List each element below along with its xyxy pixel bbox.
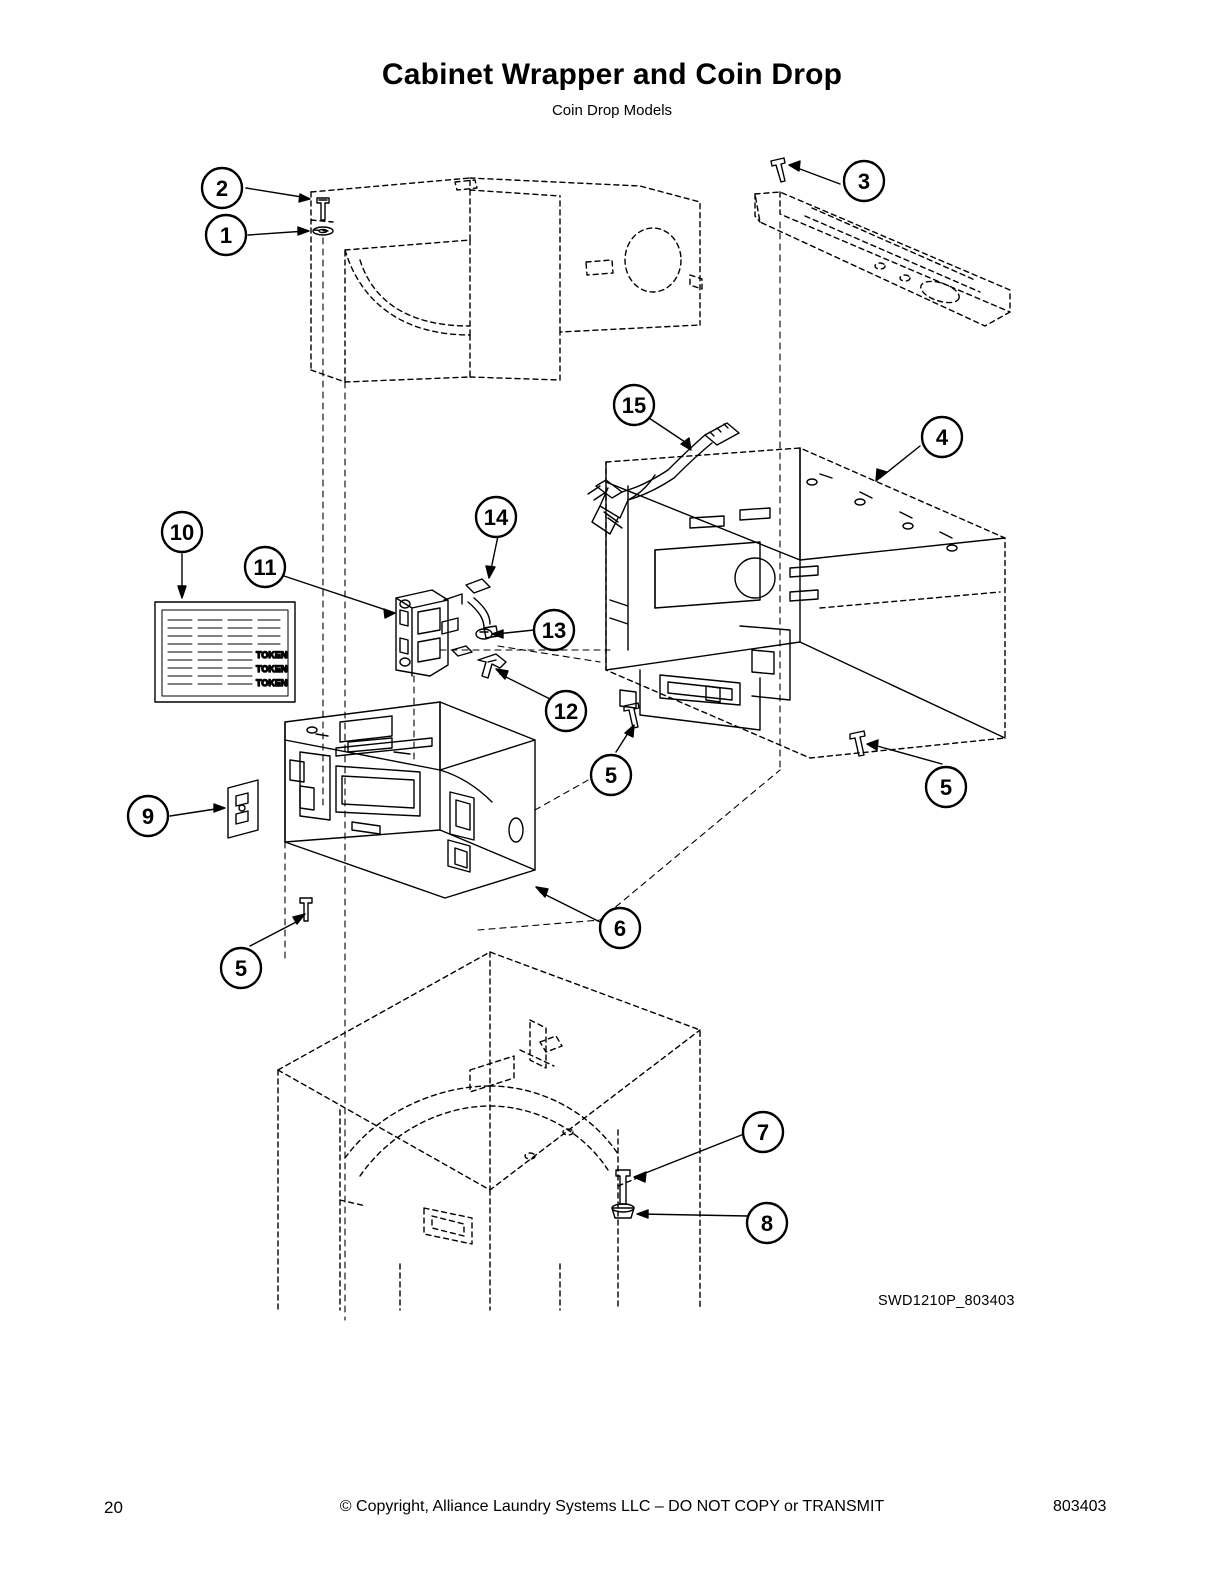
callout-2[interactable] xyxy=(202,168,242,208)
page-number: 20 xyxy=(104,1498,123,1517)
item-15-wiring-harness xyxy=(588,423,739,534)
assembly-guide-lines xyxy=(285,222,780,1320)
item-11-coin-drop-mechanism xyxy=(396,590,472,676)
callout-15[interactable] xyxy=(614,385,654,425)
item-4-cabinet-wrapper-base xyxy=(606,448,1005,758)
page-subtitle: Coin Drop Models xyxy=(551,102,673,119)
svg-text:5: 5 xyxy=(939,775,953,800)
svg-text:13: 13 xyxy=(541,618,567,643)
svg-text:10: 10 xyxy=(169,520,195,545)
callout-7[interactable] xyxy=(743,1112,783,1152)
svg-text:8: 8 xyxy=(760,1211,774,1236)
svg-text:12: 12 xyxy=(553,699,579,724)
callout-13[interactable] xyxy=(534,610,574,650)
svg-text:1: 1 xyxy=(219,223,233,248)
callout-5-c[interactable] xyxy=(221,948,261,988)
svg-text:9: 9 xyxy=(141,804,155,829)
svg-text:3: 3 xyxy=(857,169,871,194)
item-2-screw xyxy=(317,198,329,220)
callout-10[interactable] xyxy=(162,512,202,552)
svg-text:7: 7 xyxy=(756,1120,770,1145)
figure-code: SWD1210P_803403 xyxy=(878,1293,1015,1309)
callout-4[interactable] xyxy=(922,417,962,457)
callout-3[interactable] xyxy=(844,161,884,201)
token-label-1: TOKEN xyxy=(256,650,288,660)
callout-6[interactable] xyxy=(600,908,640,948)
document-number: 803403 xyxy=(1053,1498,1107,1515)
item-5-screw-b xyxy=(850,731,865,756)
cabinet-front-panel-upper xyxy=(311,178,702,382)
svg-text:6: 6 xyxy=(613,916,627,941)
callout-5-a[interactable] xyxy=(591,755,631,795)
callout-1[interactable] xyxy=(206,215,246,255)
svg-text:4: 4 xyxy=(935,425,949,450)
svg-text:5: 5 xyxy=(604,763,618,788)
exploded-parts-drawing xyxy=(0,130,1224,1380)
token-label-3: TOKEN xyxy=(256,678,288,688)
svg-text:2: 2 xyxy=(215,176,229,201)
item-8-leg-foot xyxy=(612,1204,634,1218)
svg-text:15: 15 xyxy=(621,393,647,418)
svg-text:11: 11 xyxy=(253,555,277,580)
item-3-screw xyxy=(771,158,785,182)
token-label-2: TOKEN xyxy=(256,664,288,674)
copyright-notice: © Copyright, Alliance Laundry Systems LLC – DO NOT COPY or TRANSMIT xyxy=(339,1498,885,1515)
page-title: Cabinet Wrapper and Coin Drop xyxy=(381,58,843,91)
callout-8[interactable] xyxy=(747,1203,787,1243)
callout-12[interactable] xyxy=(546,691,586,731)
callout-11[interactable] xyxy=(245,547,285,587)
item-3-bracket xyxy=(755,192,1010,326)
item-9-coin-slot-plate xyxy=(228,780,258,838)
callout-9[interactable] xyxy=(128,796,168,836)
cabinet-base-lower xyxy=(278,952,700,1310)
callout-5-b[interactable] xyxy=(926,767,966,807)
svg-text:5: 5 xyxy=(234,956,248,981)
callout-leaders xyxy=(170,161,942,1218)
callout-14[interactable] xyxy=(476,497,516,537)
svg-text:14: 14 xyxy=(483,505,509,530)
